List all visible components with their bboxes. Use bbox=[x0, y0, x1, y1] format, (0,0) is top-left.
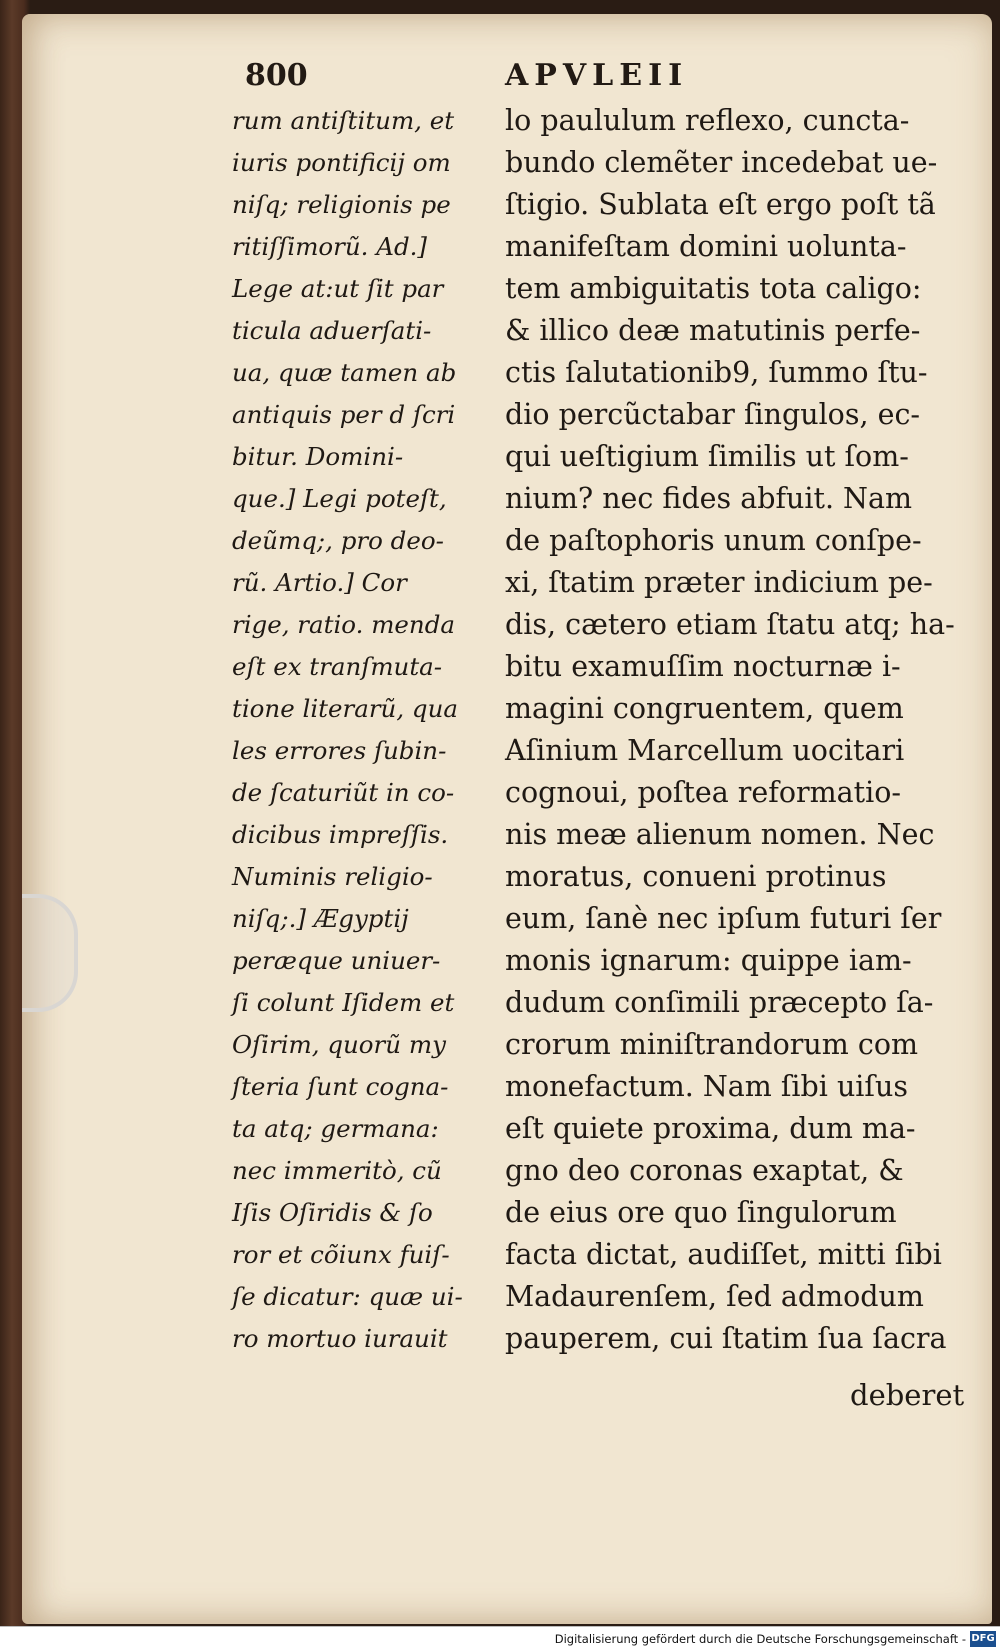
text-line: bitu examuſſim nocturnæ i- bbox=[505, 650, 901, 683]
main-text-column bbox=[505, 100, 965, 1360]
commentary-line: rige, ratio. menda bbox=[232, 610, 456, 639]
running-title: APVLEII bbox=[505, 58, 689, 93]
commentary-line: les errores ſubin- bbox=[232, 736, 447, 765]
digitization-footer bbox=[0, 1626, 1000, 1652]
commentary-line: de ſcaturiũt in co- bbox=[232, 778, 455, 807]
page-number: 800 bbox=[245, 58, 308, 93]
commentary-line: ua, quæ tamen ab bbox=[232, 358, 457, 387]
text-line: ſtigio. Sublata eſt ergo poſt tã bbox=[505, 188, 936, 221]
text-line: dudum conſimili præcepto ſa- bbox=[505, 986, 934, 1019]
commentary-line: ticula aduerſati- bbox=[232, 316, 432, 345]
text-line: Madaurenſem, ſed admodum bbox=[505, 1280, 924, 1313]
commentary-line: ror et cõiunx fuiſ- bbox=[232, 1240, 450, 1269]
text-line: dio percũctabar ſingulos, ec- bbox=[505, 398, 921, 431]
commentary-line: Oſirim, quorũ my bbox=[232, 1030, 446, 1059]
text-line: Aſinium Marcellum uocitari bbox=[505, 734, 905, 767]
commentary-line: rũ. Artio.] Cor bbox=[232, 568, 407, 597]
commentary-line: Iſis Oſiridis & ſo bbox=[232, 1198, 433, 1227]
catchword: deberet bbox=[850, 1378, 965, 1412]
commentary-column bbox=[232, 100, 472, 1360]
text-line: qui ueſtigium ſimilis ut ſom- bbox=[505, 440, 909, 473]
commentary-line: tione literarũ, qua bbox=[232, 694, 458, 723]
text-line: nium? nec fides abfuit. Nam bbox=[505, 482, 913, 515]
text-line: lo paululum reflexo, cuncta- bbox=[505, 104, 910, 137]
text-line: nis meæ alienum nomen. Nec bbox=[505, 818, 935, 851]
commentary-line: niſq;.] Ægyptij bbox=[232, 904, 409, 933]
text-line: crorum miniſtrandorum com bbox=[505, 1028, 918, 1061]
text-line: de eius ore quo ſingulorum bbox=[505, 1196, 897, 1229]
commentary-line: que.] Legi poteſt, bbox=[232, 484, 447, 513]
commentary-line: niſq; religionis pe bbox=[232, 190, 451, 219]
commentary-line: ro mortuo iurauit bbox=[232, 1324, 448, 1353]
commentary-line: ta atq; germana: bbox=[232, 1114, 439, 1143]
dfg-logo: DFG bbox=[970, 1631, 996, 1647]
text-line: eum, ſanè nec ipſum futuri ſer bbox=[505, 902, 942, 935]
commentary-line: peræque uniuer- bbox=[232, 946, 441, 975]
text-line: magini congruentem, quem bbox=[505, 692, 904, 725]
commentary-line: ſi colunt Iſidem et bbox=[232, 988, 455, 1017]
text-line: & illico deæ matutinis perfe- bbox=[505, 314, 921, 347]
commentary-line: dicibus impreſſis. bbox=[232, 820, 449, 849]
text-line: eſt quiete proxima, dum ma- bbox=[505, 1112, 916, 1145]
text-line: pauperem, cui ſtatim ſua ſacra bbox=[505, 1322, 947, 1355]
commentary-line: iuris pontificij om bbox=[232, 148, 451, 177]
text-line: manifeſtam domini uolunta- bbox=[505, 230, 907, 263]
commentary-line: ſteria ſunt cogna- bbox=[232, 1072, 449, 1101]
text-line: cognoui, poſtea reformatio- bbox=[505, 776, 901, 809]
text-line: xi, ſtatim præter indicium pe- bbox=[505, 566, 933, 599]
text-line: monefactum. Nam ſibi uiſus bbox=[505, 1070, 908, 1103]
text-line: facta dictat, audiſſet, mitti ſibi bbox=[505, 1238, 942, 1271]
commentary-line: eſt ex tranſmuta- bbox=[232, 652, 443, 681]
commentary-line: nec immeritò, cũ bbox=[232, 1156, 442, 1185]
text-line: dis, cætero etiam ſtatu atq; ha- bbox=[505, 608, 955, 641]
text-line: moratus, conueni protinus bbox=[505, 860, 887, 893]
commentary-line: ſe dicatur: quæ ui- bbox=[232, 1282, 463, 1311]
commentary-line: bitur. Domini- bbox=[232, 442, 404, 471]
commentary-line: antiquis per d ſcri bbox=[232, 400, 456, 429]
commentary-line: Numinis religio- bbox=[232, 862, 433, 891]
commentary-line: deũmq;, pro deo- bbox=[232, 526, 444, 555]
text-line: monis ignarum: quippe iam- bbox=[505, 944, 912, 977]
funding-credit: Digitalisierung gefördert durch die Deutsche Forschungsgemeinschaft - bbox=[554, 1632, 966, 1646]
commentary-line: rum antiſtitum, et bbox=[232, 106, 455, 135]
commentary-line: ritiſſimorũ. Ad.] bbox=[232, 232, 427, 261]
text-line: tem ambiguitatis tota caligo: bbox=[505, 272, 922, 305]
text-line: bundo clemẽter incedebat ue- bbox=[505, 146, 938, 179]
commentary-line: Lege at:ut ſit par bbox=[232, 274, 444, 303]
text-line: gno deo coronas exaptat, & bbox=[505, 1154, 904, 1187]
text-line: de paſtophoris unum conſpe- bbox=[505, 524, 922, 557]
text-line: ctis ſalutationib9, ſummo ſtu- bbox=[505, 356, 928, 389]
page-clip bbox=[22, 894, 78, 1012]
